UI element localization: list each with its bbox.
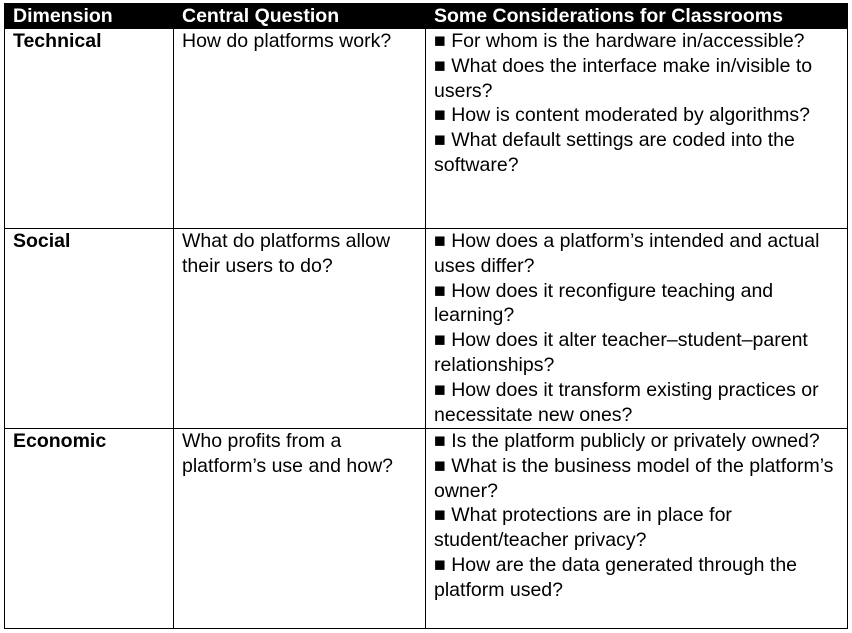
table-body: [5, 29, 848, 629]
table-row: [5, 229, 848, 429]
header-considerations: Some Considerations for Classrooms: [426, 4, 848, 29]
considerations-cell: [426, 429, 848, 629]
consideration-item: ■ What is the business model of the platform’s owner?: [434, 454, 834, 502]
platform-dimensions-table: [4, 3, 848, 629]
consideration-item: ■ What does the interface make in/visible to users?: [434, 54, 813, 102]
consideration-item: ■ How does it reconfigure teaching and learning?: [434, 279, 774, 327]
considerations-cell: [426, 29, 848, 229]
consideration-item: ■ How is content moderated by algorithms?: [434, 104, 810, 127]
consideration-item: ■ What protections are in place for student/teacher privacy?: [434, 504, 732, 552]
dimension-cell: Technical: [5, 29, 174, 229]
consideration-item: ■ Is the platform publicly or privately owned?: [434, 430, 820, 452]
question-cell: How do platforms work?: [174, 29, 426, 229]
consideration-item: ■ For whom is the hardware in/accessible?: [434, 30, 805, 52]
consideration-item: ■ What default settings are coded into the software?: [434, 129, 795, 176]
consideration-item: ■ How are the data generated through the platform used?: [434, 553, 798, 601]
question-cell: What do platforms allow their users to do?: [174, 229, 426, 429]
table-row: [5, 429, 848, 629]
header-central-question: Central Question: [174, 4, 426, 29]
table-header: [5, 4, 848, 29]
header-dimension: Dimension: [5, 4, 174, 29]
consideration-item: ■ How does a platform’s intended and actual uses differ?: [434, 230, 820, 277]
question-cell: Who profits from a platform’s use and how?: [174, 429, 426, 629]
table-row: [5, 29, 848, 229]
dimension-cell: Economic: [5, 429, 174, 629]
dimension-cell: Social: [5, 229, 174, 429]
considerations-cell: [426, 229, 848, 429]
consideration-item: ■ How does it transform existing practices or necessitate new ones?: [434, 378, 819, 426]
consideration-item: ■ How does it alter teacher–student–parent relationships?: [434, 329, 808, 376]
header-row: [5, 4, 848, 29]
